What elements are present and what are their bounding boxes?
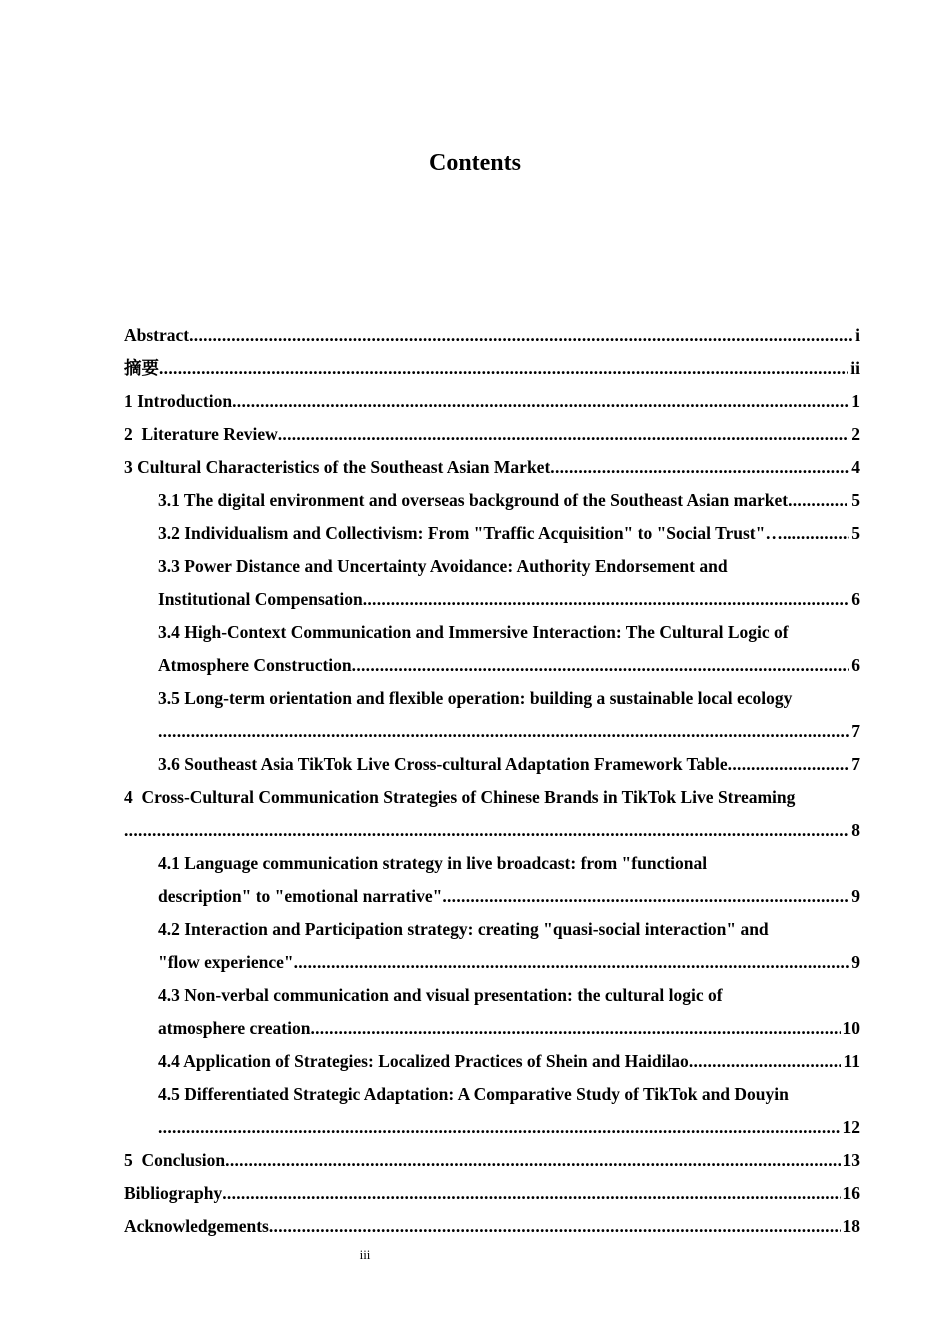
toc-entry-page: 2 — [851, 424, 860, 444]
toc-entry-4-5[interactable] — [124, 1111, 860, 1144]
dot-leader — [788, 484, 847, 517]
toc-entry-label: 4 Cross-Cultural Communication Strategies of Chinese Brands in TikTok Live Streaming — [124, 787, 796, 807]
toc-entry-3-5-line1[interactable] — [124, 682, 860, 715]
toc-entry-4-4[interactable] — [124, 1045, 860, 1078]
toc-entry-label: 4.3 Non-verbal communication and visual presentation: the cultural logic of — [158, 985, 723, 1005]
dot-leader — [352, 649, 850, 682]
toc-entry-label: 3.3 Power Distance and Uncertainty Avoidance: Authority Endorsement and — [158, 556, 728, 576]
toc-entry-3-3[interactable] — [124, 583, 860, 616]
toc-entry-label: 2 Literature Review — [124, 424, 278, 444]
dot-leader — [124, 814, 849, 847]
toc-entry-page: i — [855, 325, 860, 345]
dot-leader — [363, 583, 850, 616]
toc-entry-page: 5 — [851, 523, 860, 543]
toc-entry-literature-review[interactable] — [124, 418, 860, 451]
toc-entry-page: 6 — [851, 655, 860, 675]
toc-entry-3-2[interactable] — [124, 517, 860, 550]
toc-entry-chapter-4[interactable] — [124, 814, 860, 847]
toc-entry-3-5[interactable] — [124, 715, 860, 748]
toc-entry-label: 3 Cultural Characteristics of the Southeast Asian Market — [124, 457, 551, 477]
dot-leader — [792, 517, 850, 550]
toc-entry-label: 摘要 — [124, 358, 159, 378]
toc-entry-label: 3.2 Individualism and Collectivism: From "Traffic Acquisition" to "Social Trust"….. — [158, 523, 792, 543]
toc-entry-4-2[interactable] — [124, 946, 860, 979]
dot-leader — [728, 748, 850, 781]
toc-entry-page: 7 — [851, 721, 860, 741]
toc-entry-page: 16 — [842, 1183, 860, 1203]
toc-entry-label: 3.4 High-Context Communication and Immersive Interaction: The Cultural Logic of — [158, 622, 789, 642]
toc-entry-page: 18 — [842, 1216, 860, 1236]
dot-leader — [232, 385, 849, 418]
toc-entry-page: 9 — [851, 886, 860, 906]
toc-entry-label: 3.5 Long-term orientation and flexible operation: building a sustainable local ecology — [158, 688, 793, 708]
toc-entry-label: 1 Introduction — [124, 391, 233, 411]
dot-leader — [158, 1111, 841, 1144]
toc-entry-page: 11 — [843, 1051, 860, 1071]
toc-entry-abstract[interactable] — [124, 319, 860, 352]
toc-entry-label: 4.2 Interaction and Participation strategy: creating "quasi-social interaction" and — [158, 919, 769, 939]
toc-entry-page: ii — [850, 358, 860, 378]
dot-leader — [550, 451, 849, 484]
dot-leader — [225, 1144, 840, 1177]
toc-entry-page: 8 — [851, 820, 860, 840]
toc-entry-4-3-line1[interactable] — [124, 979, 860, 1012]
toc-entry-label: Abstract — [124, 325, 190, 345]
toc-entry-label: 4.4 Application of Strategies: Localized Practices of Shein and Haidilao — [158, 1051, 689, 1071]
toc-entry-3-4[interactable] — [124, 649, 860, 682]
dot-leader — [689, 1045, 842, 1078]
toc-entry-label: Institutional Compensation — [158, 589, 363, 609]
toc-entry-page: 6 — [851, 589, 860, 609]
toc-entry-4-1[interactable] — [124, 880, 860, 913]
toc-entry-4-3[interactable] — [124, 1012, 860, 1045]
toc-entry-bibliography[interactable] — [124, 1177, 860, 1210]
toc-entry-label: Atmosphere Construction — [158, 655, 352, 675]
dot-leader — [442, 880, 849, 913]
toc-entry-page: 13 — [842, 1150, 860, 1170]
toc-entry-3-6[interactable] — [124, 748, 860, 781]
dot-leader — [269, 1210, 841, 1243]
dot-leader — [278, 418, 850, 451]
toc-entry-page: 1 — [851, 391, 860, 411]
toc-entry-label: 4.1 Language communication strategy in live broadcast: from "functional — [158, 853, 708, 873]
toc-entry-label: 4.5 Differentiated Strategic Adaptation: A Comparative Study of TikTok and Douyin — [158, 1084, 789, 1104]
toc-entry-acknowledgements[interactable] — [124, 1210, 860, 1243]
toc-entry-page: 10 — [842, 1018, 860, 1038]
dot-leader — [158, 715, 849, 748]
toc-entry-page: 12 — [842, 1117, 860, 1137]
toc-entry-3-1[interactable] — [124, 484, 860, 517]
toc-entry-4-1-line1[interactable] — [124, 847, 860, 880]
toc-entry-3-3-line1[interactable] — [124, 550, 860, 583]
toc-entry-4-2-line1[interactable] — [124, 913, 860, 946]
toc-entry-label: atmosphere creation — [158, 1018, 311, 1038]
toc-entry-label: "flow experience" — [158, 952, 294, 972]
toc-entry-label: Acknowledgements — [124, 1216, 269, 1236]
toc-entry-4-5-line1[interactable] — [124, 1078, 860, 1111]
toc-entry-page: 7 — [851, 754, 860, 774]
page-number: iii — [359, 1247, 371, 1262]
toc-entry-label: 3.1 The digital environment and overseas background of the Southeast Asian market — [158, 490, 789, 510]
dot-leader — [189, 319, 853, 352]
dot-leader — [310, 1012, 840, 1045]
toc-entry-page: 4 — [851, 457, 860, 477]
toc-entry-page: 9 — [851, 952, 860, 972]
toc-entry-label: 3.6 Southeast Asia TikTok Live Cross-cultural Adaptation Framework Table — [158, 754, 728, 774]
toc-entry-introduction[interactable] — [124, 385, 860, 418]
page-title: Contents — [428, 150, 521, 176]
toc-entry-page: 5 — [851, 490, 860, 510]
toc-entry-chinese-abstract[interactable] — [124, 352, 860, 385]
toc-entry-label: 5 Conclusion — [124, 1150, 226, 1170]
dot-leader — [294, 946, 850, 979]
table-of-contents — [124, 319, 860, 1243]
toc-entry-chapter-4-line1[interactable] — [124, 781, 860, 814]
toc-entry-conclusion[interactable] — [124, 1144, 860, 1177]
dot-leader — [222, 1177, 840, 1210]
toc-entry-label: Bibliography — [124, 1183, 223, 1203]
toc-entry-chapter-3[interactable] — [124, 451, 860, 484]
dot-leader — [159, 352, 848, 385]
toc-entry-label: description" to "emotional narrative" — [158, 886, 443, 906]
toc-entry-3-4-line1[interactable] — [124, 616, 860, 649]
